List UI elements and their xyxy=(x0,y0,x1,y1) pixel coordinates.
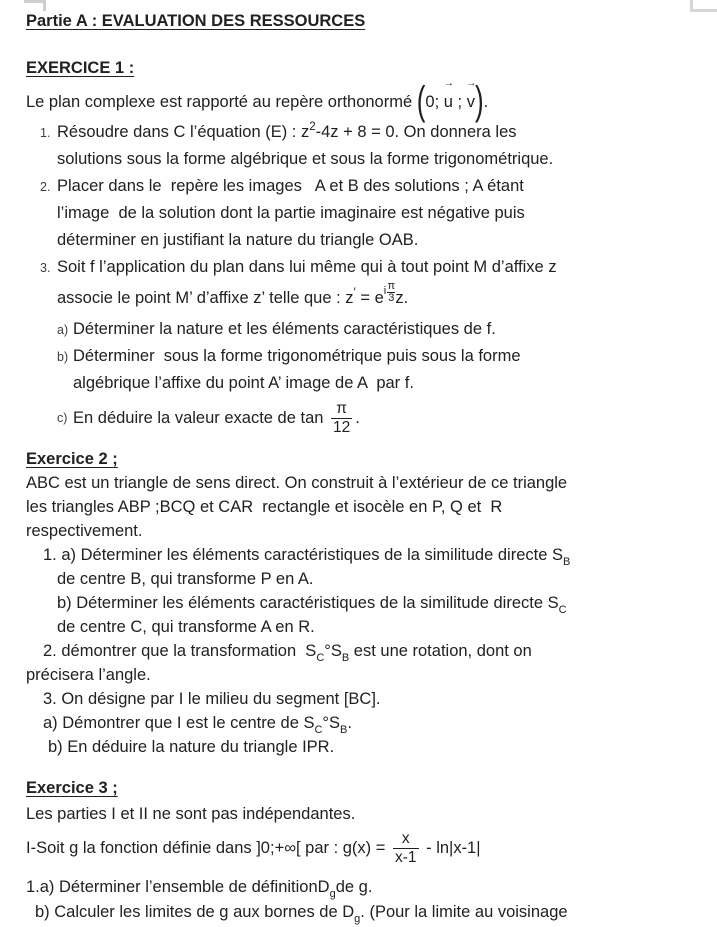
exercice-1-heading: EXERCICE 1 : xyxy=(26,59,135,77)
exercice-3-heading-line xyxy=(26,775,699,802)
text-line: déterminer en justifiant la nature du triangle OAB. xyxy=(57,231,419,249)
text: 2. démontrer que la transformation S xyxy=(43,642,317,660)
text: b) Calculer les limites de g aux bornes de D xyxy=(35,903,355,921)
ex1-item-3b-body xyxy=(73,343,699,397)
text: 1. a) Déterminer les éléments caractéristiques de la similitude directe S xyxy=(43,546,563,564)
vector-v xyxy=(466,78,477,116)
numerator: π xyxy=(387,280,396,292)
text-line: l’image de la solution dont la partie imaginaire est négative puis xyxy=(57,204,525,222)
formula-text: z. xyxy=(395,289,409,307)
vector-arrow-icon: → xyxy=(466,78,477,89)
part-a-heading: Partie A : EVALUATION DES RESSOURCES xyxy=(26,12,366,30)
text: de g. xyxy=(335,878,373,896)
exercice-2-heading-line xyxy=(26,447,699,471)
list-marker: 2. xyxy=(40,180,51,194)
exercice-1-intro xyxy=(26,76,699,124)
ex1-item-3a xyxy=(57,316,699,343)
numerator: π xyxy=(336,399,347,417)
text-line: algébrique l’affixe du point A’ image de A par f. xyxy=(73,374,414,392)
formula-line xyxy=(26,827,699,869)
prime-mark: ′ xyxy=(353,285,356,299)
subscript: B xyxy=(341,652,350,664)
text-line: Déterminer sous la forme trigonométrique puis sous la forme xyxy=(73,347,521,365)
vector-arrow-icon: → xyxy=(443,78,454,89)
formula-text: associe le point M’ d’affixe z’ telle que : z xyxy=(57,289,354,307)
ex1-item-3c xyxy=(57,397,699,439)
ex1-item-1 xyxy=(26,119,699,173)
text-line xyxy=(26,875,699,900)
text-line: respectivement. xyxy=(26,522,143,540)
text-line: les triangles ABP ;BCQ et CAR rectangle et isocèle en P, Q et R xyxy=(26,498,503,516)
subscript: g xyxy=(329,888,336,900)
exercice-1-heading-line xyxy=(26,55,699,82)
text-line xyxy=(26,639,699,663)
ex1-item-3c-body xyxy=(73,400,699,437)
ex1-item-3b xyxy=(57,343,699,397)
formula-text: I-Soit g la fonction définie dans ]0;+∞[ par : g(x) = xyxy=(26,838,390,857)
text: . (Pour la limite au voisinage xyxy=(360,903,568,921)
ex1-item-2-body xyxy=(57,173,699,254)
text-line: de centre C, qui transforme A en R. xyxy=(57,618,315,636)
fraction-pi-12 xyxy=(331,400,352,437)
list-marker: b) xyxy=(57,350,69,364)
exponent-i-pi-3 xyxy=(384,281,396,304)
intro-text: Le plan complexe est rapporté au repère orthonormé xyxy=(26,93,417,111)
ex1-item-3-body xyxy=(57,254,699,439)
text: 1.a) Déterminer l’ensemble de définitionD xyxy=(26,878,330,896)
part-a-heading-line xyxy=(26,8,699,35)
text-line: Placer dans le repère les images A et B des solutions ; A étant xyxy=(57,177,524,195)
subscript: g xyxy=(354,913,361,925)
denominator: x-1 xyxy=(394,848,417,866)
vector-u-label: u xyxy=(443,93,453,111)
text-line: Déterminer la nature et les éléments caractéristiques de f. xyxy=(73,320,496,338)
text: a) Démontrer que I est le centre de S xyxy=(43,714,315,732)
text: b) Déterminer les éléments caractéristiques de la similitude directe S xyxy=(57,594,559,612)
formula-text: = e xyxy=(355,289,384,307)
text-line: b) En déduire la nature du triangle IPR. xyxy=(48,738,335,756)
subscript: B xyxy=(340,724,348,736)
subscript: B xyxy=(562,556,571,568)
ex1-item-1-body xyxy=(57,119,699,173)
denominator: 3 xyxy=(388,292,395,304)
fraction-x-over-x-minus-1 xyxy=(393,830,419,867)
imaginary-i: i xyxy=(383,285,387,297)
period: . xyxy=(347,714,352,732)
subscript: C xyxy=(316,652,325,664)
text-line: de centre B, qui transforme P en A. xyxy=(57,570,314,588)
origin-label: 0; xyxy=(425,93,444,111)
ex1-item-2 xyxy=(26,173,699,254)
open-paren: ( xyxy=(416,76,426,124)
period: . xyxy=(483,93,489,111)
vector-v-label: v xyxy=(466,93,475,111)
separator: ; xyxy=(452,93,467,111)
text-line: ABC est un triangle de sens direct. On construit à l’extérieur de ce triangle xyxy=(26,474,568,492)
text-line: précisera l’angle. xyxy=(26,666,151,684)
text-line xyxy=(57,119,699,146)
text-line: Soit f l’application du plan dans lui même qui à tout point M d’affixe z xyxy=(57,258,557,276)
text-line: solutions sous la forme algébrique et sous la forme trigonométrique. xyxy=(57,150,554,168)
list-marker: c) xyxy=(57,411,68,425)
equation-text: -4z + 8 = 0. On donnera les xyxy=(315,123,517,141)
text: En déduire la valeur exacte de tan xyxy=(73,408,329,427)
exercice-2-heading: Exercice 2 ; xyxy=(26,450,118,468)
numerator: x xyxy=(401,829,410,847)
composition-symbol: °S xyxy=(324,642,342,660)
text-line xyxy=(26,900,699,925)
list-marker: 1. xyxy=(40,126,51,140)
vector-u xyxy=(443,78,454,116)
ex1-item-3 xyxy=(26,254,699,439)
page-crop-mark-right xyxy=(690,0,717,12)
composition-symbol: °S xyxy=(322,714,341,732)
page-crop-mark-left xyxy=(24,0,46,11)
list-marker: 3. xyxy=(40,261,51,275)
denominator: 12 xyxy=(333,418,351,436)
exercice-3-heading: Exercice 3 ; xyxy=(26,779,118,797)
text-line: Les parties I et II ne sont pas indépendantes. xyxy=(26,805,356,823)
text-line xyxy=(26,591,699,615)
text: est une rotation, dont on xyxy=(349,642,532,660)
equation-text: Résoudre dans C l’équation (E) : z xyxy=(57,123,310,141)
list-marker: a) xyxy=(57,323,69,337)
text-line xyxy=(26,711,699,735)
subscript: C xyxy=(314,724,323,736)
subscript: C xyxy=(558,604,567,616)
formula-line xyxy=(57,281,699,316)
exponent: 2 xyxy=(309,121,316,133)
close-paren: ) xyxy=(474,76,484,124)
formula-text: - ln|x-1| xyxy=(421,838,481,857)
period: . xyxy=(355,408,360,427)
fraction-pi-3 xyxy=(387,281,395,304)
text-line xyxy=(26,543,699,567)
text-line: 3. On désigne par I le milieu du segment [BC]. xyxy=(43,690,381,708)
